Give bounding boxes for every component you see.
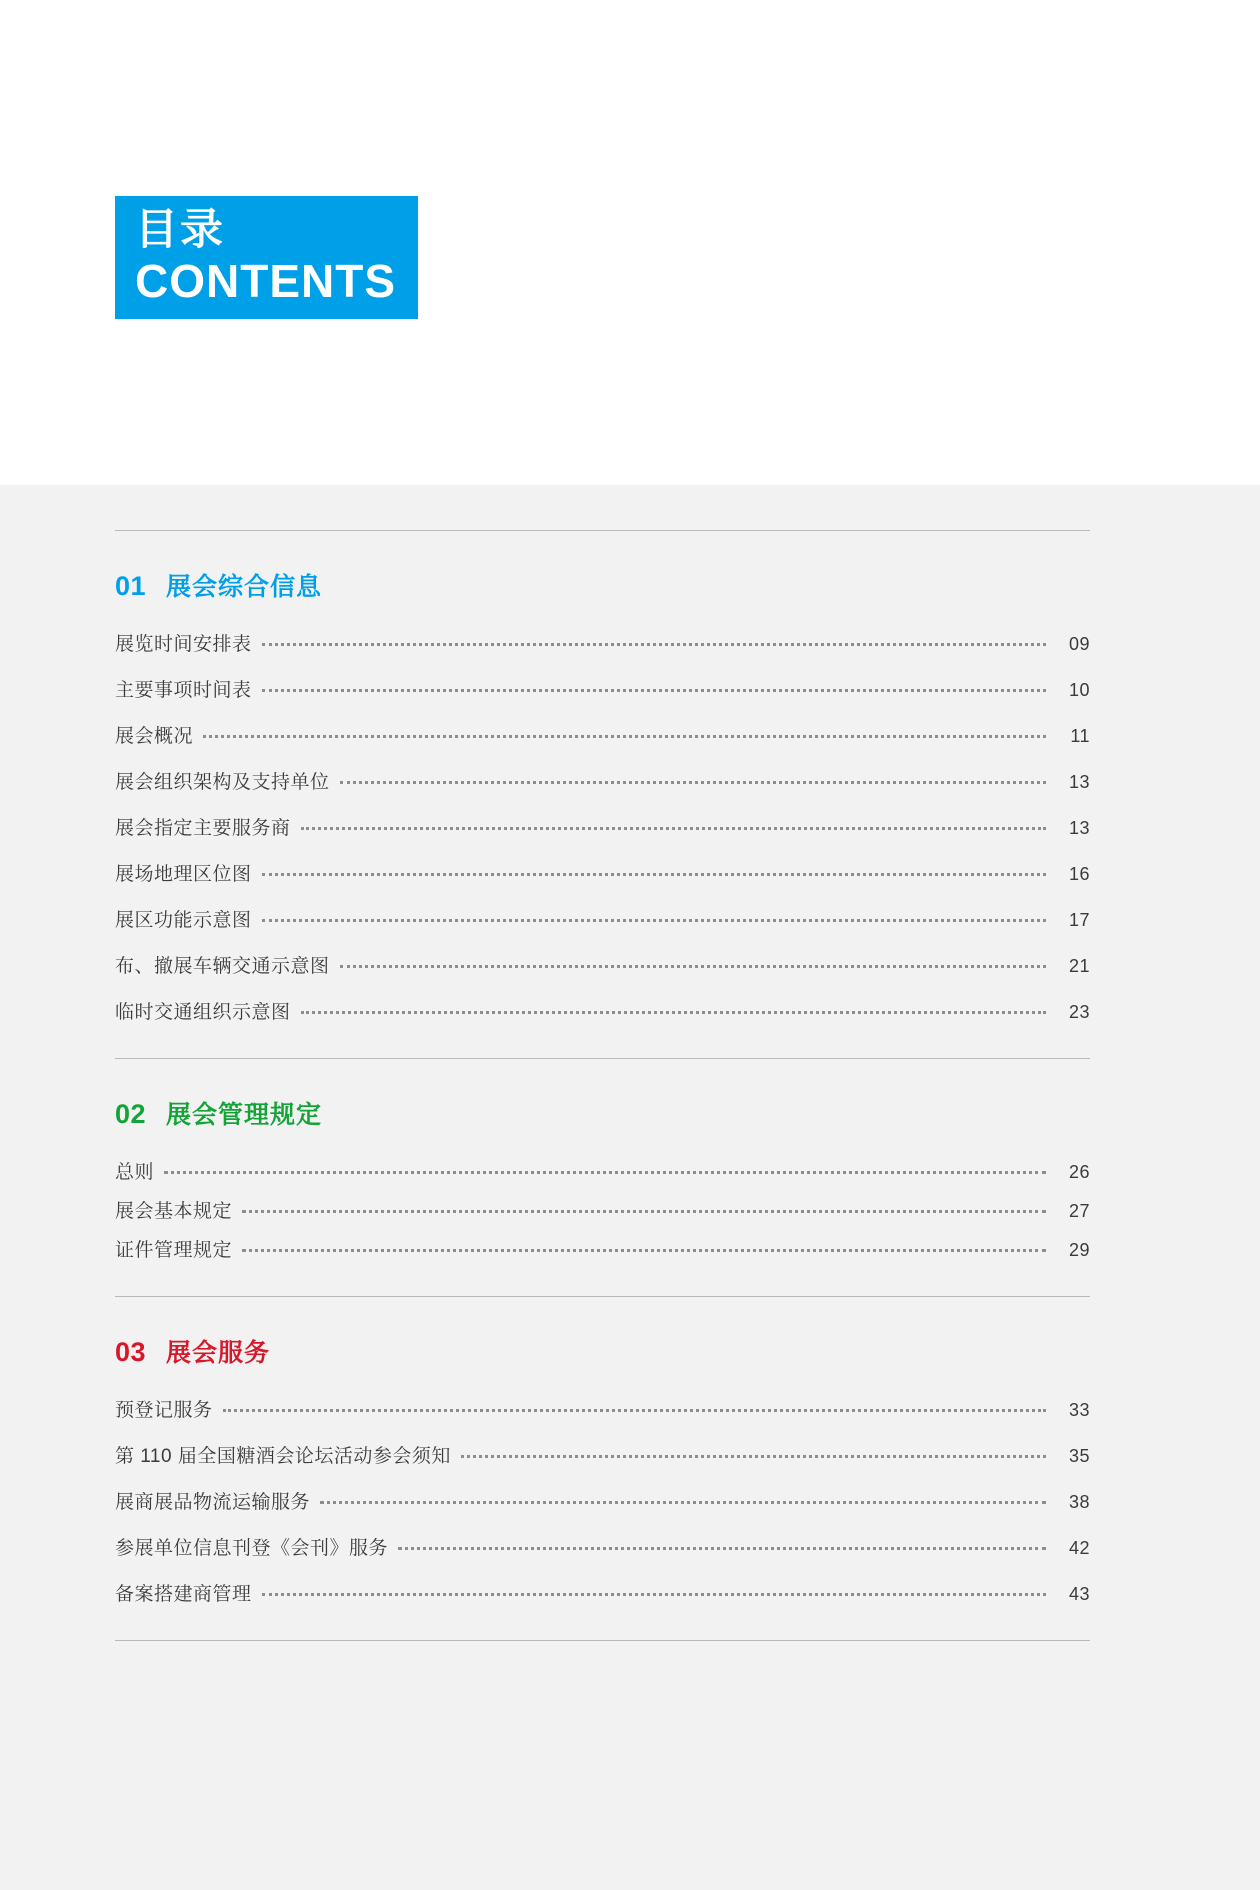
toc-entry[interactable] bbox=[115, 1395, 1090, 1422]
toc-entry-label: 展商展品物流运输服务 bbox=[115, 1492, 311, 1513]
toc-entry[interactable] bbox=[115, 1487, 1090, 1514]
toc-entry[interactable] bbox=[115, 721, 1090, 748]
toc-section-01 bbox=[115, 567, 1090, 1024]
leader-dots bbox=[164, 1171, 1046, 1174]
toc-entry[interactable] bbox=[115, 1533, 1090, 1560]
section-title: 展会管理规定 bbox=[166, 1101, 323, 1129]
toc-entry-label: 证件管理规定 bbox=[115, 1240, 233, 1261]
toc-entry-page: 43 bbox=[1068, 1584, 1090, 1604]
toc-entry-page: 33 bbox=[1068, 1400, 1090, 1420]
contents-title-block bbox=[115, 196, 418, 319]
toc-entry[interactable] bbox=[115, 1235, 1090, 1262]
divider-bottom bbox=[115, 1640, 1090, 1641]
contents-title-cn: 目录 bbox=[135, 206, 225, 254]
toc-entry[interactable] bbox=[115, 1441, 1090, 1468]
toc-entry-label: 布、撤展车辆交通示意图 bbox=[115, 956, 330, 977]
section-title: 展会综合信息 bbox=[166, 573, 323, 601]
divider-top bbox=[115, 530, 1090, 531]
toc-entry-label: 展场地理区位图 bbox=[115, 864, 252, 885]
toc-entry-page: 16 bbox=[1068, 864, 1090, 884]
section-entries bbox=[115, 629, 1090, 1024]
toc-entry[interactable] bbox=[115, 1196, 1090, 1223]
section-entries bbox=[115, 1395, 1090, 1606]
toc-entry-page: 13 bbox=[1068, 772, 1090, 792]
toc-entry[interactable] bbox=[115, 675, 1090, 702]
leader-dots bbox=[340, 965, 1046, 968]
leader-dots bbox=[301, 1011, 1046, 1014]
contents-title-en: CONTENTS bbox=[135, 255, 396, 308]
section-heading bbox=[115, 567, 1090, 603]
toc-entry-label: 展区功能示意图 bbox=[115, 910, 252, 931]
toc-entry-label: 临时交通组织示意图 bbox=[115, 1002, 291, 1023]
toc-entry[interactable] bbox=[115, 767, 1090, 794]
section-number: 02 bbox=[115, 1099, 147, 1129]
toc-entry-label: 展会组织架构及支持单位 bbox=[115, 772, 330, 793]
leader-dots bbox=[262, 919, 1046, 922]
leader-dots bbox=[242, 1210, 1046, 1213]
divider-section-01-02 bbox=[115, 1058, 1090, 1059]
leader-dots bbox=[320, 1501, 1046, 1504]
toc-entry-page: 26 bbox=[1068, 1162, 1090, 1182]
section-number: 03 bbox=[115, 1337, 147, 1367]
leader-dots bbox=[203, 735, 1046, 738]
leader-dots bbox=[262, 1593, 1046, 1596]
leader-dots bbox=[461, 1455, 1046, 1458]
toc-entry-page: 10 bbox=[1068, 680, 1090, 700]
leader-dots bbox=[242, 1249, 1046, 1252]
leader-dots bbox=[223, 1409, 1046, 1412]
divider-section-02-03 bbox=[115, 1296, 1090, 1297]
toc-entry-page: 42 bbox=[1068, 1538, 1090, 1558]
section-entries bbox=[115, 1157, 1090, 1262]
toc-entry-page: 09 bbox=[1068, 634, 1090, 654]
toc-entry-label: 备案搭建商管理 bbox=[115, 1584, 252, 1605]
toc-entry[interactable] bbox=[115, 813, 1090, 840]
toc-entry-label: 总则 bbox=[115, 1162, 155, 1183]
section-title: 展会服务 bbox=[166, 1339, 271, 1367]
toc-entry-label: 参展单位信息刊登《会刊》服务 bbox=[115, 1538, 389, 1559]
toc-entry[interactable] bbox=[115, 629, 1090, 656]
leader-dots bbox=[262, 873, 1046, 876]
toc-entry-label: 第 110 届全国糖酒会论坛活动参会须知 bbox=[115, 1446, 451, 1467]
toc-entry[interactable] bbox=[115, 905, 1090, 932]
toc-entry-label: 预登记服务 bbox=[115, 1400, 213, 1421]
leader-dots bbox=[262, 689, 1046, 692]
leader-dots bbox=[340, 781, 1046, 784]
toc-entry-label: 展会基本规定 bbox=[115, 1201, 233, 1222]
toc-entry-page: 38 bbox=[1068, 1492, 1090, 1512]
toc-entry[interactable] bbox=[115, 997, 1090, 1024]
toc-entry-page: 21 bbox=[1068, 956, 1090, 976]
section-number: 01 bbox=[115, 571, 147, 601]
section-heading bbox=[115, 1095, 1090, 1131]
toc-entry-label: 主要事项时间表 bbox=[115, 680, 252, 701]
toc-entry-label: 展会概况 bbox=[115, 726, 194, 747]
leader-dots bbox=[301, 827, 1046, 830]
toc-section-02 bbox=[115, 1095, 1090, 1262]
toc-body bbox=[115, 530, 1090, 1641]
section-heading bbox=[115, 1333, 1090, 1369]
leader-dots bbox=[262, 643, 1046, 646]
toc-section-03 bbox=[115, 1333, 1090, 1606]
toc-entry[interactable] bbox=[115, 951, 1090, 978]
toc-entry-page: 23 bbox=[1068, 1002, 1090, 1022]
toc-entry-page: 17 bbox=[1068, 910, 1090, 930]
toc-entry-page: 35 bbox=[1068, 1446, 1090, 1466]
toc-entry-page: 11 bbox=[1070, 726, 1090, 746]
toc-entry[interactable] bbox=[115, 859, 1090, 886]
toc-entry-page: 13 bbox=[1068, 818, 1090, 838]
toc-entry-page: 27 bbox=[1068, 1201, 1090, 1221]
toc-entry[interactable] bbox=[115, 1579, 1090, 1606]
toc-entry-label: 展会指定主要服务商 bbox=[115, 818, 291, 839]
leader-dots bbox=[398, 1547, 1046, 1550]
toc-entry[interactable] bbox=[115, 1157, 1090, 1184]
toc-entry-page: 29 bbox=[1068, 1240, 1090, 1260]
toc-entry-label: 展览时间安排表 bbox=[115, 634, 252, 655]
